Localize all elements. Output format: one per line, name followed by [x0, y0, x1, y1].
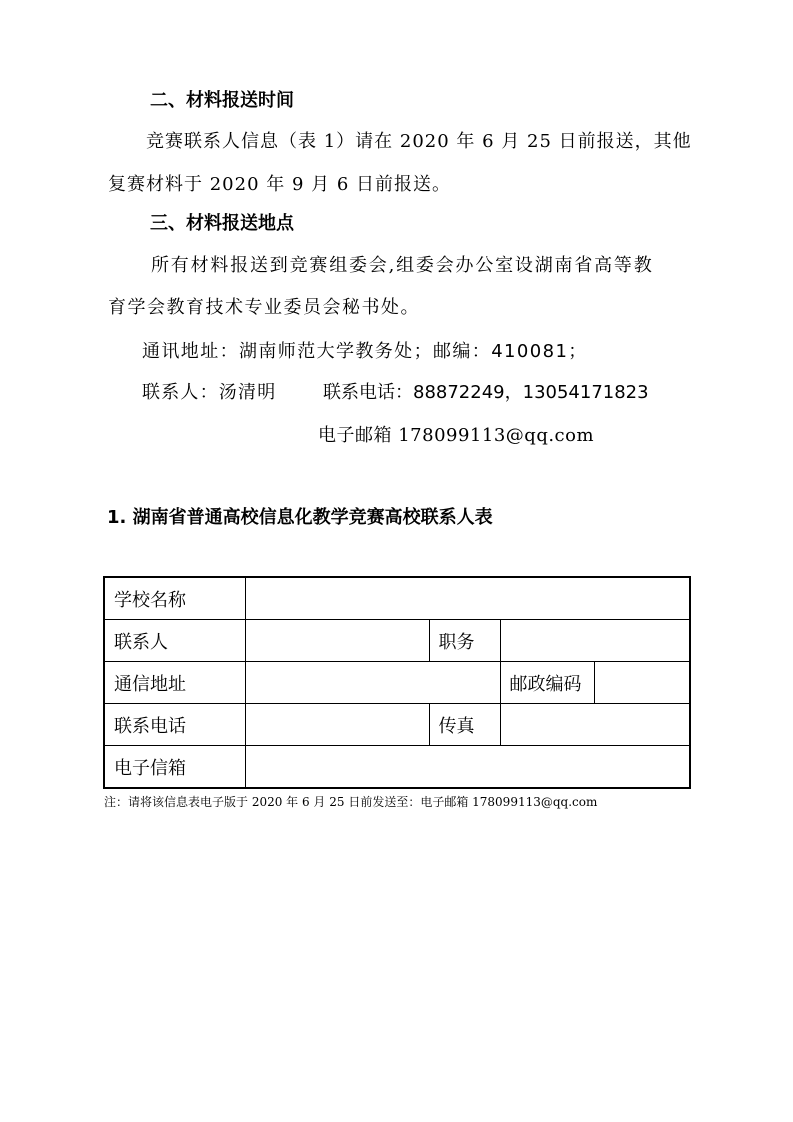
address-field[interactable] [245, 662, 500, 704]
table-row [104, 662, 690, 704]
address-label: 通信地址 [104, 662, 245, 704]
postcode-label: 邮政编码 [500, 662, 594, 704]
table-row [104, 704, 690, 746]
position-field[interactable] [500, 620, 690, 662]
section2-heading: 二、材料报送时间 [150, 90, 294, 111]
table-row [104, 620, 690, 662]
position-label: 职务 [429, 620, 500, 662]
section3-heading: 三、材料报送地点 [150, 213, 294, 234]
contact-person: 联系人：汤清明 [142, 382, 277, 403]
phone-field[interactable] [245, 704, 429, 746]
footnote: 注：请将该信息表电子版于 2020 年 6 月 25 日前发送至：电子邮箱 178099113@qq.com [104, 795, 598, 809]
contact-label: 联系人 [104, 620, 245, 662]
section2-line1: 竞赛联系人信息（表 1）请在 2020 年 6 月 25 日前报送，其他 [146, 131, 692, 152]
section3-line1: 所有材料报送到竞赛组委会,组委会办公室设湖南省高等教 [151, 255, 654, 276]
school-name-field[interactable] [245, 577, 690, 620]
table-row [104, 746, 690, 789]
section2-line2: 复赛材料于 2020 年 9 月 6 日前报送。 [108, 174, 452, 195]
school-name-label: 学校名称 [104, 577, 245, 620]
mailing-address: 通讯地址：湖南师范大学教务处；邮编：410081； [142, 341, 588, 362]
contact-email: 电子邮箱 178099113@qq.com [318, 425, 595, 446]
phone-label: 联系电话 [104, 704, 245, 746]
email-field[interactable] [245, 746, 690, 789]
fax-label: 传真 [429, 704, 500, 746]
table-row [104, 577, 690, 620]
postcode-field[interactable] [594, 662, 690, 704]
contact-phone: 联系电话：88872249，13054171823 [323, 382, 649, 403]
section3-line2: 育学会教育技术专业委员会秘书处。 [108, 297, 420, 318]
contact-info-table [103, 576, 691, 789]
email-label: 电子信箱 [104, 746, 245, 789]
fax-field[interactable] [500, 704, 690, 746]
table-title: 1. 湖南省普通高校信息化教学竞赛高校联系人表 [107, 507, 493, 528]
contact-field[interactable] [245, 620, 429, 662]
